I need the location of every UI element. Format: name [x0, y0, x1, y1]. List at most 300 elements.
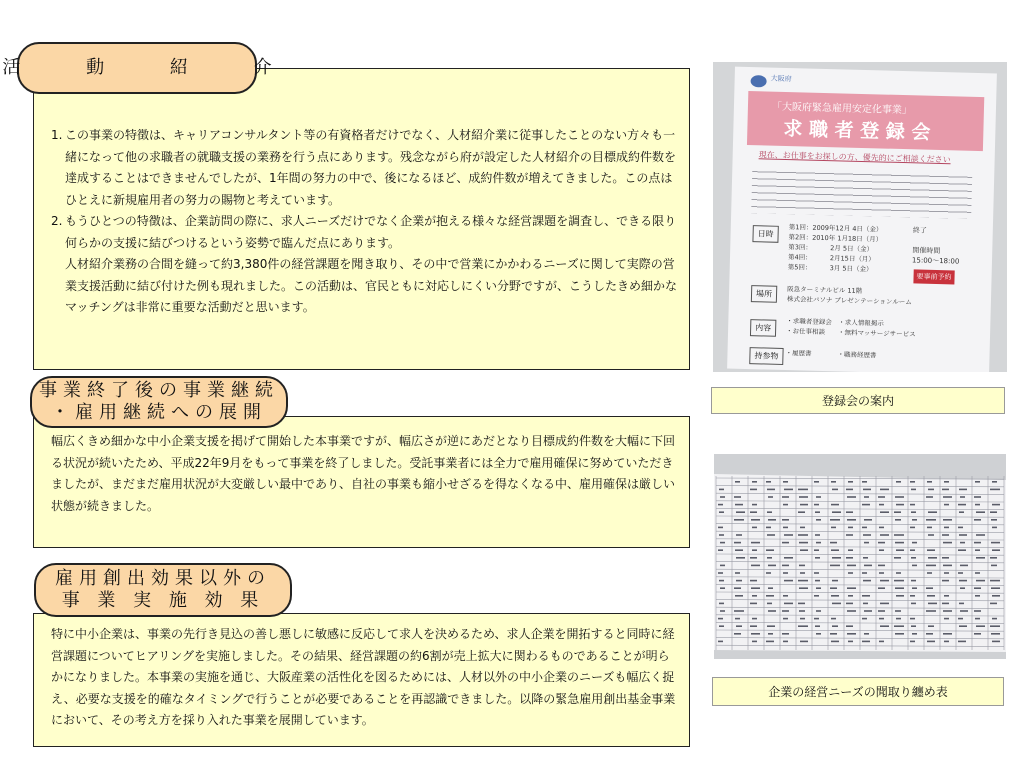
- table-cell-mark: [912, 587, 917, 589]
- table-cell-mark: [848, 549, 853, 551]
- table-cell-mark: [864, 519, 872, 521]
- table-cell-mark: [976, 557, 985, 559]
- table-cell-mark: [974, 633, 981, 635]
- table-cell-mark: [767, 557, 772, 559]
- table-cell-mark: [798, 580, 808, 582]
- poster-date-label: 日時: [752, 225, 778, 243]
- table-cell-mark: [910, 527, 915, 529]
- table-cell-mark: [846, 625, 853, 627]
- table-cell-mark: [879, 549, 884, 551]
- poster-title: 求 職 者 登 録 会: [783, 117, 931, 144]
- table-cell-mark: [896, 549, 904, 551]
- table-cell-mark: [766, 595, 774, 597]
- table-cell-mark: [751, 565, 760, 567]
- table-cell-mark: [926, 565, 936, 567]
- table-cell-mark: [910, 618, 915, 620]
- table-cell-mark: [784, 580, 793, 582]
- table-cell-mark: [815, 511, 820, 513]
- table-cell-mark: [944, 595, 949, 597]
- table-cell-mark: [766, 641, 774, 643]
- table-cell-mark: [976, 580, 985, 582]
- table-cell-mark: [943, 542, 952, 544]
- table-cell-mark: [831, 481, 836, 483]
- table-cell-mark: [846, 534, 853, 536]
- needs-table-drawing: [714, 454, 1006, 659]
- table-cell-mark: [975, 504, 980, 506]
- table-cell-mark: [894, 557, 901, 559]
- table-cell-mark: [864, 542, 869, 544]
- table-cell-mark: [832, 557, 841, 559]
- table-cell-mark: [991, 542, 1000, 544]
- table-cell-mark: [863, 580, 871, 582]
- table-cell-mark: [959, 534, 967, 536]
- caption-needs-table: 企業の経営ニーズの聞取り纏め表: [712, 677, 1004, 706]
- table-cell-mark: [942, 580, 949, 582]
- table-cell-mark: [878, 565, 885, 567]
- table-cell-mark: [734, 542, 741, 544]
- poster-date: 第1回：2009年12月 4日（金）: [788, 223, 883, 234]
- table-cell-mark: [800, 504, 808, 506]
- table-cell-mark: [975, 481, 980, 483]
- table-cell-mark: [830, 587, 837, 589]
- table-cell-mark: [926, 587, 933, 589]
- table-cell-mark: [799, 565, 805, 567]
- table-cell-mark: [958, 641, 966, 643]
- table-cell-mark: [912, 519, 917, 521]
- table-cell-mark: [847, 496, 856, 498]
- table-cell-mark: [816, 610, 821, 612]
- poster-content-line: ・求職者登録会 ・求人情報掲示: [786, 317, 884, 328]
- table-cell-mark: [784, 603, 793, 605]
- poster-content-label: 内容: [750, 319, 776, 337]
- table-cell-mark: [767, 534, 775, 536]
- table-cell-mark: [975, 549, 980, 551]
- table-cell-mark: [910, 504, 915, 506]
- table-cell-mark: [911, 580, 916, 582]
- table-cell-mark: [831, 618, 836, 620]
- table-cell-mark: [991, 633, 1000, 635]
- table-cell-mark: [830, 633, 837, 635]
- table-cell-mark: [830, 542, 837, 544]
- table-cell-mark: [847, 519, 856, 521]
- table-cell-mark: [798, 603, 805, 605]
- table-cell-mark: [992, 595, 1000, 597]
- table-cell-mark: [830, 565, 840, 567]
- table-cell-mark: [750, 511, 757, 513]
- table-cell-mark: [752, 618, 757, 620]
- table-cell-mark: [959, 489, 967, 491]
- table-cell-mark: [974, 610, 981, 612]
- section1-title: 活 動 紹 介: [17, 42, 257, 94]
- table-cell-mark: [974, 519, 981, 521]
- table-cell-mark: [735, 549, 743, 551]
- section1-body: [51, 125, 681, 319]
- poster-time: 15:00～18:00: [911, 256, 960, 266]
- table-cell-mark: [815, 534, 820, 536]
- table-cell-mark: [894, 580, 904, 582]
- table-cell-mark: [800, 641, 808, 643]
- table-cell-mark: [783, 595, 788, 597]
- table-cell-mark: [895, 610, 901, 612]
- table-cell-mark: [832, 489, 838, 491]
- table-cell-mark: [880, 580, 889, 582]
- table-cell-mark: [735, 504, 743, 506]
- table-cell-mark: [926, 496, 933, 498]
- table-cell-mark: [927, 481, 932, 483]
- table-cell-mark: [847, 565, 856, 567]
- poster-date: 第4回： 2月15日（月）: [787, 253, 875, 264]
- table-cell-mark: [958, 549, 966, 551]
- table-cell-mark: [783, 572, 788, 574]
- table-cell-mark: [798, 489, 808, 491]
- table-cell-mark: [864, 633, 869, 635]
- poster-org: 大阪府: [770, 74, 792, 84]
- item-text: もうひとつの特徴は、企業訪問の際に、求人ニーズだけでなく企業が抱える様々な経営課題を調査し、できる限り何らかの支援に結びつけるという姿勢で臨んだ点にあります。: [65, 214, 677, 250]
- table-cell-mark: [719, 489, 724, 491]
- table-cell-mark: [895, 519, 901, 521]
- table-cell-mark: [911, 511, 916, 513]
- table-cell-mark: [990, 603, 997, 605]
- table-cell-mark: [799, 610, 805, 612]
- table-cell-mark: [944, 641, 949, 643]
- table-cell-mark: [894, 625, 904, 627]
- table-cell-mark: [784, 489, 793, 491]
- table-cell-mark: [782, 496, 789, 498]
- table-cell-mark: [974, 587, 981, 589]
- table-cell-mark: [735, 481, 740, 483]
- poster-paper: [727, 67, 997, 372]
- table-cell-mark: [975, 595, 980, 597]
- table-cell-mark: [912, 633, 917, 635]
- table-cell-mark: [718, 527, 723, 529]
- table-cell-mark: [831, 504, 839, 506]
- table-cell-mark: [846, 603, 853, 605]
- table-cell-mark: [992, 527, 997, 529]
- list-item: [51, 125, 681, 211]
- table-cell-mark: [880, 625, 889, 627]
- table-cell-mark: [862, 641, 870, 643]
- table-cell-mark: [800, 618, 805, 620]
- table-cell-mark: [767, 625, 775, 627]
- table-cell-mark: [959, 625, 967, 627]
- poster-header: 「大阪府緊急雇用安定化事業」: [771, 101, 913, 117]
- table-cell-mark: [862, 595, 870, 597]
- table-cell-mark: [720, 610, 725, 612]
- table-cell-mark: [991, 565, 997, 567]
- poster-time-label: 開催時間: [912, 246, 941, 256]
- table-cell-mark: [816, 633, 821, 635]
- table-cell-mark: [847, 610, 856, 612]
- table-cell-mark: [864, 565, 872, 567]
- table-cell-mark: [928, 511, 937, 513]
- table-cell-mark: [800, 572, 805, 574]
- table-cell-mark: [927, 595, 935, 597]
- table-cell-mark: [911, 557, 916, 559]
- table-cell-mark: [752, 481, 757, 483]
- table-cell-mark: [848, 595, 853, 597]
- table-cell-mark: [814, 481, 819, 483]
- table-cell-mark: [847, 587, 856, 589]
- table-cell-mark: [752, 504, 757, 506]
- table-cell-mark: [927, 527, 932, 529]
- table-cell-mark: [816, 496, 821, 498]
- table-cell-mark: [831, 527, 836, 529]
- table-cell-mark: [768, 519, 776, 521]
- table-cell-mark: [927, 572, 932, 574]
- table-cell-mark: [942, 603, 949, 605]
- table-cell-mark: [750, 603, 757, 605]
- table-cell-mark: [752, 527, 757, 529]
- table-cell-mark: [814, 549, 819, 551]
- table-cell-mark: [896, 618, 901, 620]
- table-cell-mark: [912, 565, 917, 567]
- table-cell-mark: [814, 572, 819, 574]
- table-cell-mark: [736, 511, 745, 513]
- table-cell-mark: [832, 580, 838, 582]
- table-cell-mark: [831, 549, 839, 551]
- table-cell-mark: [734, 496, 741, 498]
- table-cell-mark: [944, 572, 949, 574]
- table-cell-mark: [832, 625, 838, 627]
- table-cell-mark: [895, 633, 904, 635]
- table-cell-mark: [992, 481, 997, 483]
- table-cell-mark: [879, 527, 884, 529]
- table-cell-mark: [798, 511, 805, 513]
- table-cell-mark: [960, 565, 968, 567]
- table-cell-mark: [958, 572, 963, 574]
- table-cell-mark: [768, 496, 773, 498]
- poster-place-line: 株式会社パソナ プレゼンテーションルーム: [786, 295, 912, 307]
- registration-poster-photo: [713, 62, 1007, 372]
- table-cell-mark: [848, 481, 853, 483]
- table-cell-mark: [862, 572, 867, 574]
- table-cell-mark: [862, 504, 870, 506]
- table-cell-mark: [719, 603, 724, 605]
- table-cell-mark: [976, 534, 985, 536]
- table-cell-mark: [752, 641, 757, 643]
- poster-place-line: 阪急ターミナルビル 11階: [787, 285, 863, 296]
- poster-date: 第5回： 3月 5日（金）: [787, 263, 873, 274]
- table-cell-mark: [815, 625, 820, 627]
- table-cell-mark: [862, 481, 867, 483]
- table-cell-mark: [942, 534, 949, 536]
- table-cell-mark: [768, 633, 773, 635]
- table-cell-mark: [768, 610, 776, 612]
- table-cell-mark: [944, 527, 949, 529]
- table-cell-mark: [750, 557, 757, 559]
- table-cell-mark: [879, 504, 884, 506]
- table-cell-mark: [752, 595, 757, 597]
- table-cell-mark: [960, 542, 965, 544]
- table-cell-mark: [782, 610, 789, 612]
- list-item: [51, 211, 681, 254]
- table-cell-mark: [880, 489, 889, 491]
- table-cell-mark: [879, 641, 884, 643]
- table-cell-mark: [798, 625, 808, 627]
- table-cell-mark: [814, 504, 819, 506]
- table-cell-mark: [928, 625, 934, 627]
- table-cell-mark: [766, 481, 771, 483]
- table-cell-mark: [862, 618, 867, 620]
- table-cell-mark: [928, 603, 937, 605]
- table-cell-mark: [846, 511, 853, 513]
- table-cell-mark: [944, 504, 949, 506]
- table-cell-mark: [992, 618, 997, 620]
- table-cell-mark: [735, 595, 743, 597]
- table-cell-mark: [960, 587, 965, 589]
- poster-dates: [788, 222, 883, 274]
- table-cell-mark: [799, 587, 808, 589]
- table-cell-mark: [848, 641, 853, 643]
- table-cell-mark: [896, 572, 901, 574]
- table-cell-mark: [750, 580, 757, 582]
- table-cell-mark: [990, 511, 997, 513]
- table-cell-mark: [719, 580, 724, 582]
- table-cell-mark: [718, 549, 723, 551]
- table-cell-mark: [736, 580, 742, 582]
- table-cell-mark: [798, 534, 808, 536]
- section3-text: 特に中小企業は、事業の先行き見込の善し悪しに敏感に反応して求人を決めるため、求人企業を開拓すると同時に経営課題についてヒアリングを実施しました。その結果、経営課題の約6割が売上拡大に関わるものであることが明らかになりました。本事業の実施を通じ、大阪産業の活性化を図るためには、人材以外の中小企業のニーズも幅広く捉え、必要な支援を的確なタイミングで行うことが必要であることを再認識できました。以降の緊急雇用創出基金事業において、その考え方を採り入れた事業を展開しています。: [51, 627, 676, 727]
- table-cell-mark: [878, 587, 885, 589]
- table-cell-mark: [768, 565, 776, 567]
- table-cell-mark: [831, 641, 839, 643]
- table-cell-mark: [864, 496, 869, 498]
- table-cell-mark: [831, 595, 839, 597]
- table-cell-mark: [895, 542, 904, 544]
- poster-content-line: ・お仕事相談 ・無料マッサージサービス: [785, 327, 916, 339]
- table-cell-mark: [816, 519, 821, 521]
- table-cell-mark: [719, 511, 724, 513]
- table-cell-mark: [736, 625, 742, 627]
- table-cell-mark: [816, 542, 821, 544]
- table-cell-mark: [846, 489, 853, 491]
- table-cell-mark: [719, 534, 724, 536]
- table-cell-mark: [880, 511, 889, 513]
- poster-done: 終了: [912, 226, 927, 235]
- table-cell-mark: [943, 610, 952, 612]
- table-cell-mark: [832, 511, 841, 513]
- item-number: 1.: [51, 128, 63, 142]
- table-cell-mark: [720, 542, 725, 544]
- table-cell-mark: [847, 633, 856, 635]
- poster-date: 第3回： 2月 5日（金）: [788, 243, 874, 254]
- table-cell-mark: [718, 504, 723, 506]
- table-cell-mark: [942, 557, 949, 559]
- table-cell-mark: [815, 580, 820, 582]
- table-cell-mark: [719, 625, 724, 627]
- table-cell-mark: [863, 557, 868, 559]
- table-cell-mark: [974, 542, 981, 544]
- table-cell-mark: [926, 610, 936, 612]
- table-cell-mark: [783, 641, 788, 643]
- poster-bring-label: 持参物: [749, 347, 783, 365]
- table-cell-mark: [895, 496, 904, 498]
- table-cell-mark: [767, 511, 772, 513]
- poster-body-text-lines: [751, 167, 972, 219]
- table-cell-mark: [992, 549, 1000, 551]
- table-cell-mark: [910, 595, 915, 597]
- table-cell-mark: [735, 618, 740, 620]
- poster-logo-icon: [750, 75, 766, 87]
- table-cell-mark: [766, 549, 774, 551]
- table-cell-mark: [718, 572, 723, 574]
- table-cell-mark: [926, 519, 936, 521]
- table-cell-mark: [783, 527, 788, 529]
- table-cell-mark: [910, 481, 915, 483]
- table-cell-mark: [863, 534, 871, 536]
- table-cell-mark: [943, 633, 952, 635]
- table-cell-mark: [816, 587, 821, 589]
- table-cell-mark: [878, 610, 885, 612]
- table-cell-mark: [976, 625, 985, 627]
- table-cell-mark: [959, 511, 964, 513]
- table-cell-mark: [736, 557, 745, 559]
- table-cell-mark: [958, 504, 966, 506]
- table-cell-mark: [960, 610, 968, 612]
- table-cell-mark: [911, 625, 916, 627]
- table-cell-mark: [718, 618, 723, 620]
- table-cell-mark: [959, 603, 964, 605]
- section3-title: 雇用創出効果以外の 事 業 実 施 効 果: [34, 563, 292, 617]
- table-cell-mark: [878, 496, 885, 498]
- table-cell-mark: [782, 542, 789, 544]
- table-cell-mark: [928, 557, 937, 559]
- table-cell-mark: [864, 610, 872, 612]
- table-cell-mark: [751, 633, 760, 635]
- table-cell-mark: [960, 496, 965, 498]
- table-cell-mark: [720, 496, 725, 498]
- table-cell-mark: [782, 565, 789, 567]
- table-cell-mark: [751, 587, 760, 589]
- table-cell-mark: [990, 625, 1000, 627]
- table-cell-mark: [734, 519, 744, 521]
- table-cell-mark: [783, 504, 788, 506]
- table-cell-mark: [768, 587, 773, 589]
- table-cell-mark: [766, 572, 771, 574]
- table-cell-mark: [878, 542, 885, 544]
- table-cell-mark: [879, 618, 884, 620]
- needs-table-photo: [714, 454, 1006, 659]
- table-cell-mark: [734, 610, 744, 612]
- table-cell-mark: [783, 481, 788, 483]
- table-cell-mark: [992, 504, 1000, 506]
- table-cell-mark: [990, 489, 1000, 491]
- item-text: この事業の特徴は、キャリアコンサルタント等の有資格者だけでなく、人材紹介業に従事したことのない方々も一緒になって他の求職者の就職支援の業務を行う点にあります。残念ながら府が設定した人材紹介の目標成約件数を達成することはできませんでしたが、1年間の努力の中で、後になるほど、成約件数が増えてきました。この点はひとえに新規雇用者の努力の賜物と考えています。: [65, 128, 677, 207]
- table-cell-mark: [782, 633, 789, 635]
- table-cell-mark: [751, 542, 760, 544]
- table-cell-mark: [926, 633, 933, 635]
- table-cell-mark: [734, 633, 741, 635]
- table-cell-mark: [799, 542, 808, 544]
- table-cell-mark: [848, 527, 853, 529]
- table-cell-mark: [783, 618, 788, 620]
- table-cell-mark: [814, 595, 819, 597]
- poster-bring: ・履歴書 ・職務経歴書: [785, 349, 877, 360]
- table-cell-mark: [894, 534, 904, 536]
- table-cell-mark: [767, 603, 772, 605]
- table-cell-mark: [750, 625, 757, 627]
- table-cell-mark: [911, 603, 916, 605]
- table-cell-mark: [990, 557, 997, 559]
- table-cell-mark: [959, 580, 967, 582]
- table-cell-mark: [928, 489, 934, 491]
- table-cell-mark: [800, 549, 808, 551]
- table-cell-mark: [991, 519, 997, 521]
- table-cell-mark: [752, 549, 757, 551]
- table-cell-mark: [766, 527, 771, 529]
- table-cell-mark: [879, 572, 884, 574]
- table-cell-mark: [784, 557, 793, 559]
